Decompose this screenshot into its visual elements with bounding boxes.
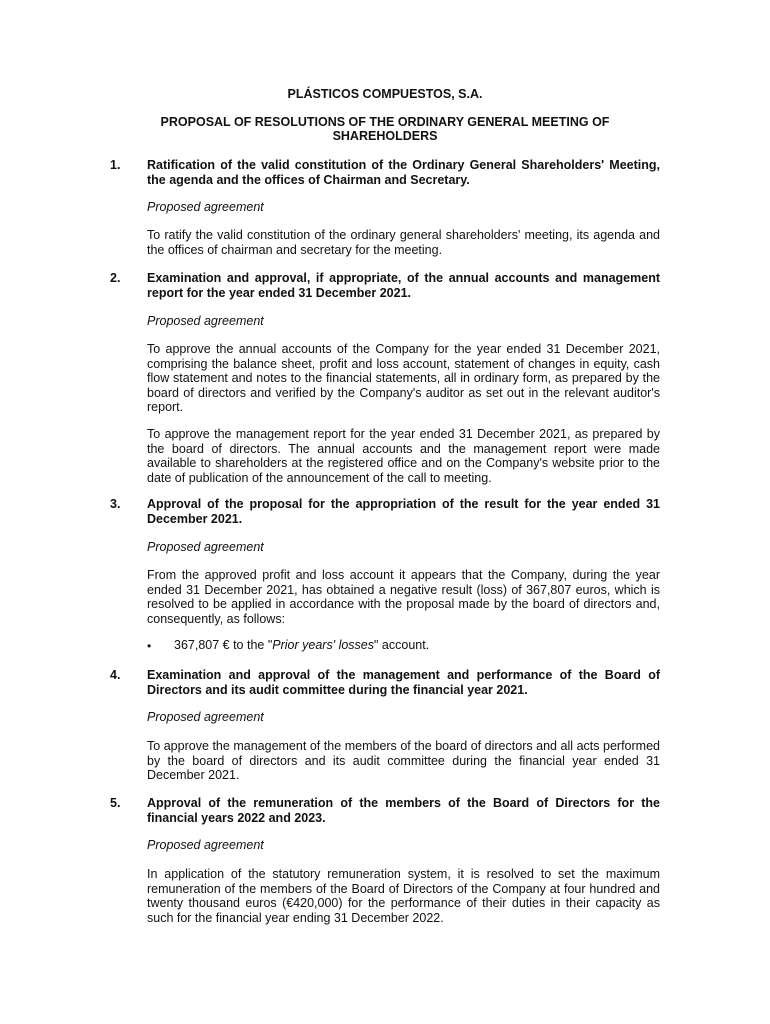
bullet-marker: • — [147, 639, 152, 653]
bullet-emphasis: Prior years' losses — [272, 638, 375, 652]
item-number: 3. — [110, 497, 121, 511]
proposed-agreement-label: Proposed agreement — [147, 314, 264, 328]
item-paragraph: To approve the annual accounts of the Company for the year ended 31 December 2021, comprising the balance sheet, profit and loss account, statement of changes in equity, cash flow statement and notes to the financial statements, all in ordinary form, as prepared by the board of directors and verified by the Company's auditor as set out in the relevant auditor's report. — [147, 342, 660, 415]
bullet-item — [174, 638, 429, 652]
company-name: PLÁSTICOS COMPUESTOS, S.A. — [287, 87, 483, 101]
item-paragraph: In application of the statutory remuneration system, it is resolved to set the maximum remuneration of the members of the Board of Directors of the Company at four hundred and twenty thousand euros (€420,000) for the performance of their duties in their capacity as such for the financial year ending 31 December 2022. — [147, 867, 660, 925]
item-paragraph: To ratify the valid constitution of the ordinary general shareholders' meeting, its agenda and the offices of chairman and secretary for the meeting. — [147, 228, 660, 257]
bullet-prefix: 367,807 € to the " — [174, 638, 273, 652]
item-paragraph: To approve the management report for the year ended 31 December 2021, as prepared by the board of directors. The annual accounts and the management report were made available to shareholders at the registered office and on the Company's website prior to the date of publication of the announcement of the call to meeting. — [147, 427, 660, 485]
document-title: PROPOSAL OF RESOLUTIONS OF THE ORDINARY GENERAL MEETING OF SHAREHOLDERS — [160, 115, 610, 143]
item-heading: Examination and approval, if appropriate, of the annual accounts and management report for the year ended 31 December 2021. — [147, 271, 660, 300]
item-number: 5. — [110, 796, 121, 810]
proposed-agreement-label: Proposed agreement — [147, 838, 264, 852]
item-number: 4. — [110, 668, 121, 682]
item-paragraph: To approve the management of the members of the board of directors and all acts performed by the board of directors and its audit committee during the financial year ended 31 December 2021. — [147, 739, 660, 783]
item-heading: Ratification of the valid constitution of the Ordinary General Shareholders' Meeting, the agenda and the offices of Chairman and Secretary. — [147, 158, 660, 187]
proposed-agreement-label: Proposed agreement — [147, 710, 264, 724]
proposed-agreement-label: Proposed agreement — [147, 540, 264, 554]
bullet-suffix: " account. — [374, 638, 430, 652]
item-heading: Approval of the remuneration of the members of the Board of Directors for the financial years 2022 and 2023. — [147, 796, 660, 825]
proposed-agreement-label: Proposed agreement — [147, 200, 264, 214]
item-heading: Approval of the proposal for the appropriation of the result for the year ended 31 December 2021. — [147, 497, 660, 526]
item-number: 1. — [110, 158, 121, 172]
item-paragraph: From the approved profit and loss account it appears that the Company, during the year ended 31 December 2021, has obtained a negative result (loss) of 367,807 euros, which is resolved to be applied in accordance with the proposal made by the board of directors and, consequently, as follows: — [147, 568, 660, 626]
item-number: 2. — [110, 271, 121, 285]
item-heading: Examination and approval of the management and performance of the Board of Directors and its audit committee during the financial year 2021. — [147, 668, 660, 697]
